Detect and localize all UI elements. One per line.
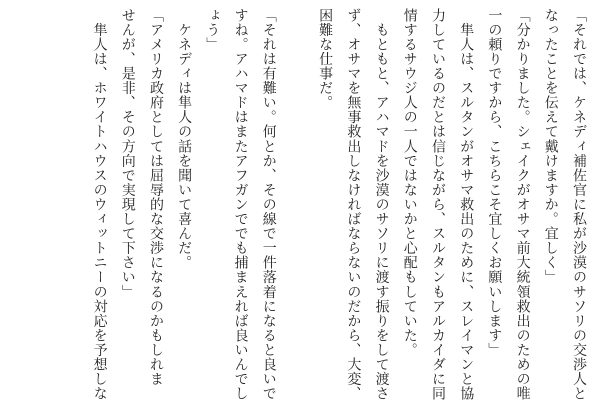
text-line: 「それでは、ケネディ補佐官に私が沙漠のサソリの交渉人と	[572, 8, 588, 401]
text-line: すね。アハマドはまたアフガンででも捕まえれば良いんでし	[233, 8, 250, 401]
text-line: 力しているのだとは信じながら、スルタンもアルカイダに同	[430, 8, 447, 401]
text-line: 困難な仕事だ。	[318, 8, 335, 110]
text-line: ず、オサマを無事救出しなければならないのだから、大変、	[346, 8, 363, 401]
text-line: せんが、是非、その方向で実現して下さい」	[120, 8, 137, 299]
text-line: 隼人は、スルタンがオサマ救出のために、スレイマンと協	[459, 8, 476, 401]
text-line: 情するサウジ人の一人ではないかと心配もしていた。	[402, 8, 419, 358]
text-line: もともと、アハマドを沙漠のサソリに渡す振りをして渡さ	[374, 8, 391, 401]
text-line: 隼人は、ホワイトハウスのウィットニーの対応を予想しな	[92, 8, 109, 401]
text-line: ょう」	[205, 8, 222, 52]
blank-separator-line	[284, 8, 312, 401]
text-line: 「分かりました。シェイクがオサマ前大統領救出のための唯	[515, 8, 532, 401]
text-line: ケネディは隼人の話を聞いて喜んだ。	[177, 8, 194, 270]
text-line: 「アメリカ政府としては屈辱的な交渉になるのかもしれま	[148, 8, 165, 387]
text-line: なったことを伝えて戴けますか。宜しく」	[543, 8, 560, 285]
text-line: 一の頼りですから、こちらこそ宜しくお願いします」	[487, 8, 504, 358]
text-line: 「それは有難い。何とか、その線で一件落着になると良いで	[261, 8, 278, 401]
